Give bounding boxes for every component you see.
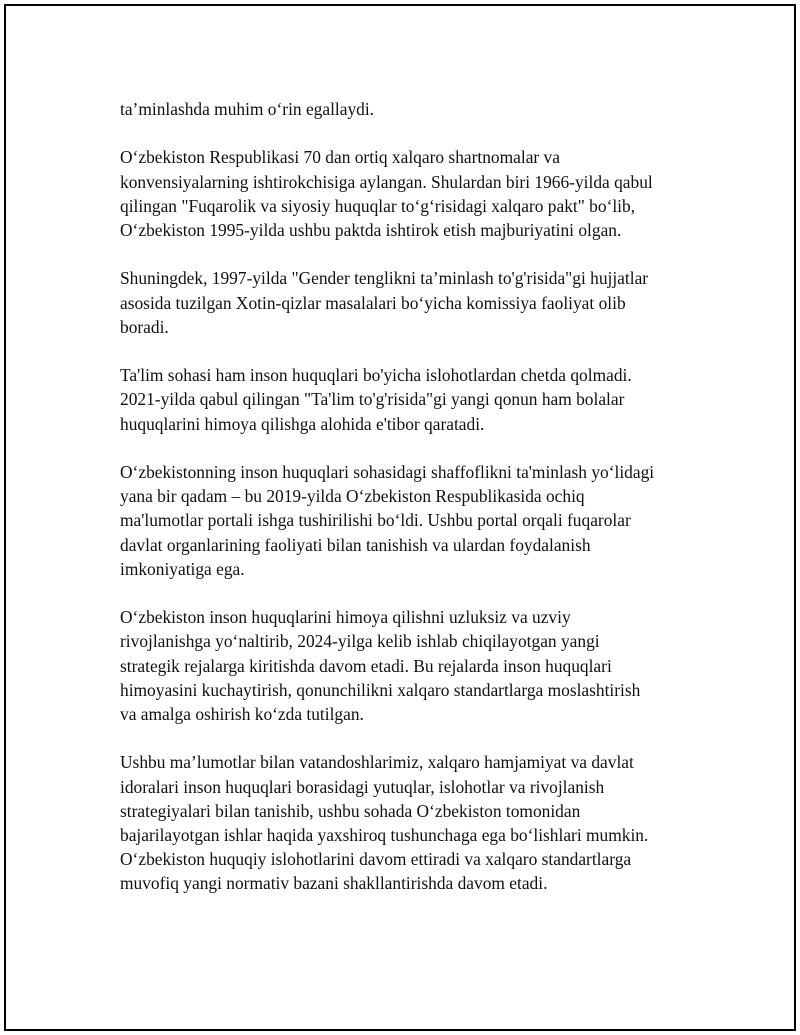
document-body [120,97,710,920]
text-line: va amalga oshirish ko‘zda tutilgan. [120,704,364,724]
text-line: O‘zbekiston inson huquqlarini himoya qilishni uzluksiz va uzviy [120,607,571,628]
text-line: ta’minlashda muhim o‘rin egallaydi. [120,99,375,119]
text-line: bajarilayotgan ishlar haqida yaxshiroq tushunchaga ega bo‘lishlari mumkin. [120,825,649,845]
paragraph [120,750,710,895]
text-line: imkoniyatiga ega. [120,558,245,579]
text-line: himoyasini kuchaytirish, qonunchilikni xalqaro standartlarga moslashtirish [120,679,641,700]
text-line: asosida tuzilgan Xotin-qizlar masalalari bo‘yicha komissiya faoliyat olib [120,292,626,313]
paragraph [120,145,710,242]
paragraph [120,266,710,339]
text-line: strategik rejalarga kiritishda davom etadi. Bu rejalarda inson huquqlari [120,655,612,676]
paragraph [120,460,710,581]
text-line: ma'lumotlar portali ishga tushirilishi bo‘ldi. Ushbu portal orqali fuqarolar [120,510,631,531]
text-line: muvofiq yangi normativ bazani shakllantirishda davom etadi. [120,873,548,894]
text-line: O‘zbekiston 1995-yilda ushbu paktda ishtirok etish majburiyatini olgan. [120,220,622,240]
text-line: qilingan "Fuqarolik va siyosiy huquqlar to‘g‘risidagi xalqaro pakt" bo‘lib, [120,195,636,216]
text-line: Ta'lim sohasi ham inson huquqlari bo'yicha islohotlardan chetda qolmadi. [120,365,632,386]
text-line: Ushbu ma’lumotlar bilan vatandoshlarimiz, xalqaro hamjamiyat va davlat [120,752,634,773]
paragraph [120,605,710,726]
text-line: O‘zbekiston Respublikasi 70 dan ortiq xalqaro shartnomalar va [120,147,560,168]
text-line: 2021-yilda qabul qilingan "Ta'lim to'g'risida"gi yangi qonun ham bolalar [120,389,625,410]
text-line: O‘zbekistonning inson huquqlari sohasidagi shaffoflikni ta'minlash yo‘lidagi [120,461,655,482]
page-frame [4,4,796,1031]
text-line: yana bir qadam – bu 2019-yilda O‘zbekiston Respublikasida ochiq [120,486,585,507]
text-line: strategiyalari bilan tanishib, ushbu sohada O‘zbekiston tomonidan [120,800,581,821]
text-line: huquqlarini himoya qilishga alohida e'tibor qaratadi. [120,413,485,434]
text-line: konvensiyalarning ishtirokchisiga aylangan. Shulardan biri 1966-yilda qabul [120,171,653,192]
text-line: idoralari inson huquqlari borasidagi yutuqlar, islohotlar va rivojlanish [120,776,605,797]
text-line: Shuningdek, 1997-yilda "Gender tenglikni ta’minlash to'g'risida"gi hujjatlar [120,268,649,289]
text-line: boradi. [120,316,169,337]
text-line: davlat organlarining faoliyati bilan tanishish va ulardan foydalanish [120,534,591,555]
text-line: O‘zbekiston huquqiy islohotlarini davom ettiradi va xalqaro standartlarga [120,849,632,870]
paragraph [120,97,710,121]
text-line: rivojlanishga yo‘naltirib, 2024-yilga kelib ishlab chiqilayotgan yangi [120,631,600,652]
paragraph [120,363,710,436]
